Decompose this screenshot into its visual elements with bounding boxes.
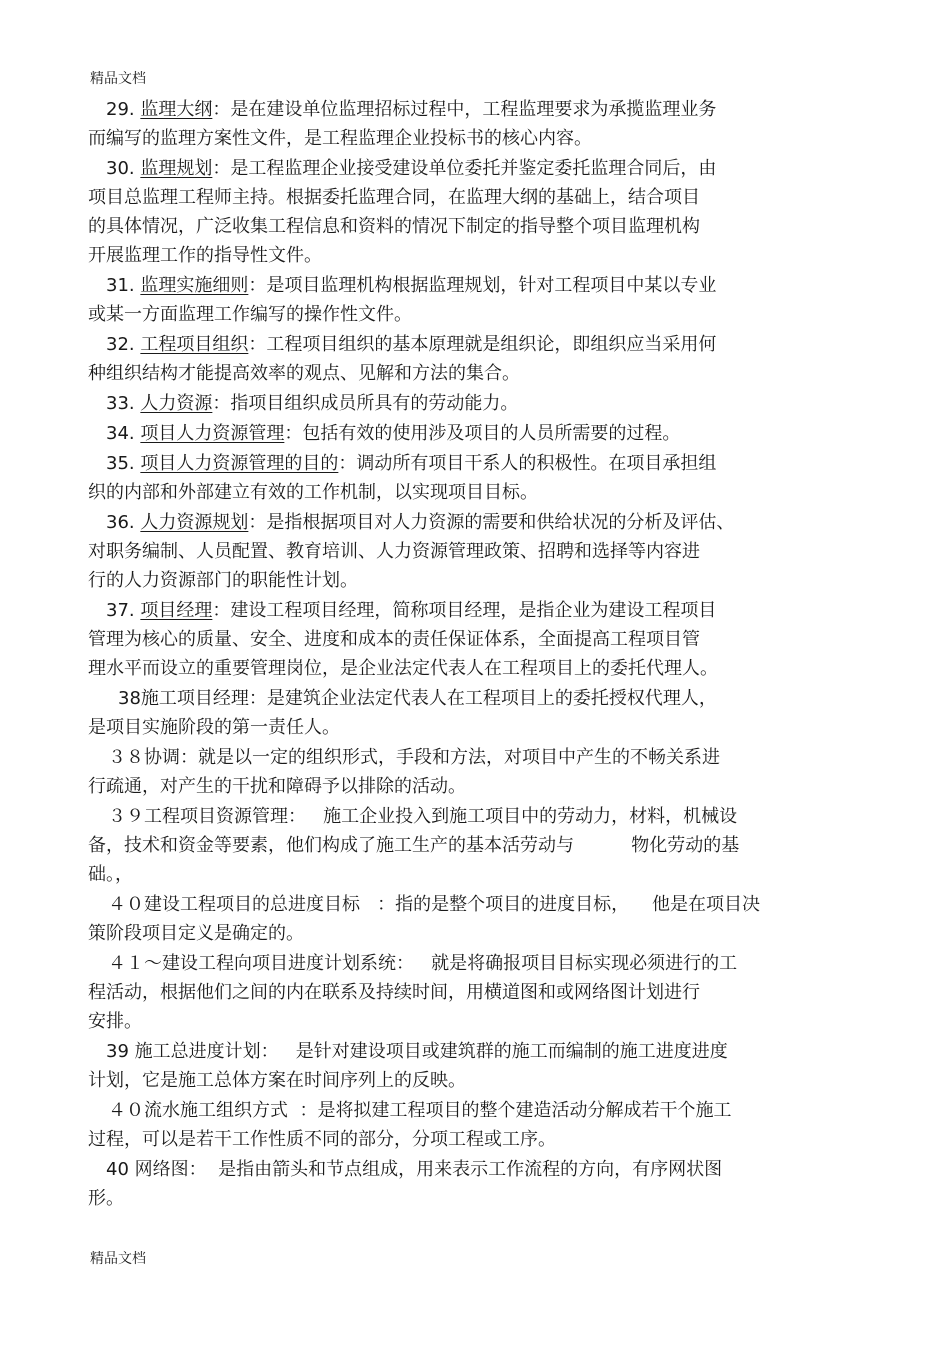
glossary-entry: [88, 949, 868, 1036]
entry-term: 协调: [144, 747, 180, 768]
entry-continuation-line: 管理为核心的质量、安全、进度和成本的责任保证体系，全面提高工程项目管: [88, 629, 700, 650]
entry-number: ３８: [108, 747, 144, 768]
entry-term: 施工项目经理: [140, 688, 249, 709]
entry-continuation-line: 而编写的监理方案性文件，是工程监理企业投标书的核心内容。: [88, 128, 592, 149]
entry-first-line: [88, 330, 868, 359]
entry-term: 建设工程项目的总进度目标: [144, 894, 360, 915]
entry-continuation-line: 或某一方面监理工作编写的操作性文件。: [88, 304, 412, 325]
entry-term: 施工总进度计划: [134, 1041, 261, 1062]
entry-continuation-line: 种组织结构才能提高效率的观点、见解和方法的集合。: [88, 363, 520, 384]
glossary-entry: [88, 419, 868, 448]
glossary-entry: [88, 154, 868, 270]
entry-definition-start: ： 是针对建设项目或建筑群的施工而编制的施工进度进度: [260, 1041, 728, 1062]
entry-number: 38: [118, 688, 141, 709]
entry-term: 流水施工组织方式: [144, 1100, 288, 1121]
entry-term: 项目人力资源管理的目的: [140, 453, 339, 474]
entry-term: 人力资源: [140, 393, 213, 414]
entry-definition-start: ：就是以一定的组织形式，手段和方法，对项目中产生的不畅关系进: [180, 747, 720, 768]
glossary-entry: [88, 449, 868, 507]
entry-number: ４１～: [108, 953, 162, 974]
entry-first-line: [88, 949, 868, 978]
glossary-entry: [88, 508, 868, 595]
entry-term: 人力资源规划: [140, 512, 249, 533]
entry-definition-start: ：包括有效的使用涉及项目的人员所需要的过程。: [284, 423, 681, 444]
entry-term: 项目经理: [140, 600, 213, 621]
glossary-entry: [88, 1037, 868, 1095]
entry-definition-start: ：建设工程项目经理，简称项目经理，是指企业为建设工程项目: [212, 600, 717, 621]
entry-continuation-line: 础。，: [88, 864, 133, 885]
entry-term: 网络图: [134, 1159, 189, 1180]
page-header: 精品文档: [90, 71, 146, 87]
entry-continuation-line: 安排。: [88, 1011, 142, 1032]
glossary-entry: [88, 684, 868, 742]
entry-definition-start: ：工程项目组织的基本原理就是组织论，即组织应当采用何: [248, 334, 717, 355]
entry-first-line: [88, 1096, 868, 1125]
entry-definition-start: ：指项目组织成员所具有的劳动能力。: [212, 393, 519, 414]
entry-first-line: [88, 1155, 868, 1184]
entry-number: 29.: [106, 99, 141, 120]
entry-definition-start: ：调动所有项目干系人的积极性。在项目承担组: [338, 453, 717, 474]
glossary-entry: [88, 743, 868, 801]
entry-continuation-line: 行疏通，对产生的干扰和障碍予以排除的活动。: [88, 776, 466, 797]
entry-continuation-line: 过程，可以是若干工作性质不同的部分，分项工程或工序。: [88, 1129, 556, 1150]
entry-term: 工程项目资源管理: [144, 806, 288, 827]
entry-continuation-line: 的具体情况，广泛收集工程信息和资料的情况下制定的指导整个项目监理机构: [88, 216, 700, 237]
entry-continuation-line: 形。: [88, 1188, 124, 1209]
entry-definition-start: ： 是指由箭头和节点组成，用来表示工作流程的方向，有序网状图: [188, 1159, 723, 1180]
entry-term: 监理大纲: [140, 99, 213, 120]
entry-continuation-line: 策阶段项目定义是确定的。: [88, 923, 304, 944]
entry-continuation-line: 程活动，根据他们之间的内在联系及持续时间，用横道图和或网络图计划进行: [88, 982, 700, 1003]
glossary-entry: [88, 389, 868, 418]
entry-first-line: [88, 95, 868, 124]
entry-number: ４０: [108, 894, 144, 915]
entry-first-line: [88, 684, 868, 713]
entry-number: 39: [106, 1041, 135, 1062]
entry-definition-start: ：是在建设单位监理招标过程中，工程监理要求为承揽监理业务: [212, 99, 717, 120]
glossary-entry: [88, 802, 868, 889]
entry-continuation-line: 项目总监理工程师主持。根据委托监理合同，在监理大纲的基础上，结合项目: [88, 187, 700, 208]
entry-number: 40: [106, 1159, 135, 1180]
entry-first-line: [88, 389, 868, 418]
glossary-entry: [88, 1096, 868, 1154]
page-footer: 精品文档: [90, 1251, 146, 1267]
glossary-entry: [88, 95, 868, 153]
glossary-entry: [88, 890, 868, 948]
glossary-entry: [88, 271, 868, 329]
entry-first-line: [88, 596, 868, 625]
entry-number: 33.: [106, 393, 141, 414]
entry-number: 34.: [106, 423, 141, 444]
entry-continuation-line: 行的人力资源部门的职能性计划。: [88, 570, 358, 591]
entry-definition-start: ：是将拟建工程项目的整个建造活动分解成若干个施工: [288, 1100, 732, 1121]
entry-number: 37.: [106, 600, 141, 621]
entry-number: ４０: [108, 1100, 144, 1121]
entry-term: 项目人力资源管理: [140, 423, 285, 444]
entry-number: 36.: [106, 512, 141, 533]
entry-first-line: [88, 802, 868, 831]
entry-definition-start: ：是工程监理企业接受建设单位委托并鉴定委托监理合同后，由: [212, 158, 717, 179]
entry-number: 32.: [106, 334, 141, 355]
entry-term: 建设工程向项目进度计划系统: [162, 953, 396, 974]
entry-term: 监理规划: [140, 158, 213, 179]
entry-number: ３９: [108, 806, 144, 827]
entry-number: 31.: [106, 275, 141, 296]
entry-continuation-line: 开展监理工作的指导性文件。: [88, 245, 322, 266]
entry-definition-start: ：是建筑企业法定代表人在工程项目上的委托授权代理人，: [248, 688, 717, 709]
entry-first-line: [88, 419, 868, 448]
entry-first-line: [88, 743, 868, 772]
entry-term: 工程项目组织: [140, 334, 249, 355]
glossary-entry: [88, 330, 868, 388]
entry-definition-start: ：指的是整个项目的进度目标， 他是在项目决: [360, 894, 761, 915]
entry-number: 30.: [106, 158, 141, 179]
entry-definition-start: ：是项目监理机构根据监理规划，针对工程项目中某以专业: [248, 275, 717, 296]
entry-term: 监理实施细则: [140, 275, 249, 296]
entry-first-line: [88, 449, 868, 478]
entry-definition-start: ： 就是将确报项目目标实现必须进行的工: [396, 953, 738, 974]
entry-definition-start: ：是指根据项目对人力资源的需要和供给状况的分析及评估、: [248, 512, 735, 533]
entry-first-line: [88, 508, 868, 537]
entry-continuation-line: 备，技术和资金等要素，他们构成了施工生产的基本活劳动与 物化劳动的基: [88, 835, 740, 856]
entry-first-line: [88, 154, 868, 183]
entry-continuation-line: 计划，它是施工总体方案在时间序列上的反映。: [88, 1070, 466, 1091]
entry-first-line: [88, 890, 868, 919]
entry-number: 35.: [106, 453, 141, 474]
entry-first-line: [88, 271, 868, 300]
glossary-entry: [88, 1155, 868, 1213]
entry-continuation-line: 对职务编制、人员配置、教育培训、人力资源管理政策、招聘和选择等内容进: [88, 541, 700, 562]
entry-continuation-line: 织的内部和外部建立有效的工作机制，以实现项目目标。: [88, 482, 538, 503]
glossary-entries: [88, 95, 868, 1214]
entry-first-line: [88, 1037, 868, 1066]
entry-continuation-line: 理水平而设立的重要管理岗位，是企业法定代表人在工程项目上的委托代理人。: [88, 658, 718, 679]
entry-continuation-line: 是项目实施阶段的第一责任人。: [88, 717, 340, 738]
entry-definition-start: ： 施工企业投入到施工项目中的劳动力，材料，机械设: [288, 806, 738, 827]
glossary-entry: [88, 596, 868, 683]
